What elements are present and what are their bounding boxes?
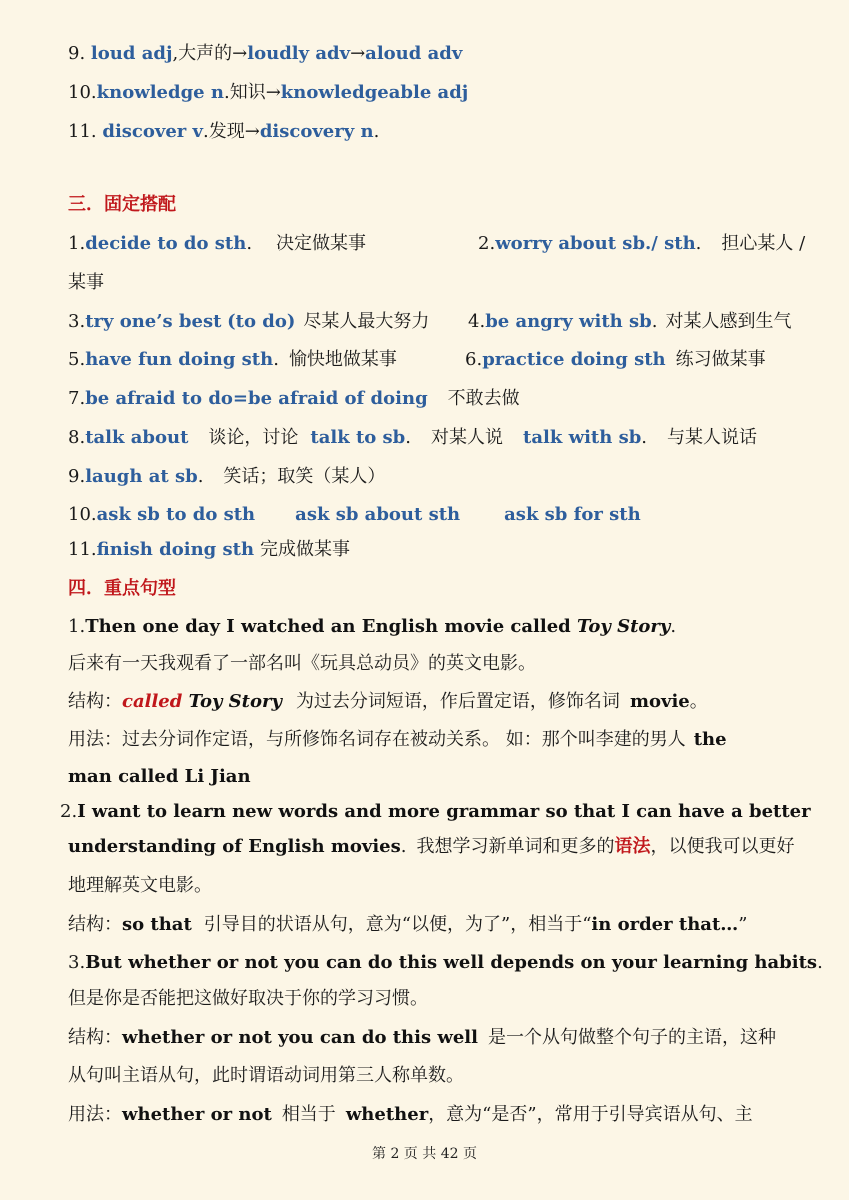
phrase-en: be angry with sb — [485, 311, 652, 332]
vocab-meaning: .知识→ — [223, 82, 281, 103]
vocab-word: loud adj — [90, 43, 173, 64]
section-heading-fixed-phrases: 三．固定搭配 — [68, 194, 176, 215]
phrase-line-5-6 — [68, 348, 809, 372]
phrase-number: 7. — [68, 388, 86, 409]
sentence-1-zh: 后来有一天我观看了一部名叫《玩具总动员》的英文电影。 — [68, 653, 536, 674]
phrase-line-11 — [68, 538, 809, 562]
sentence-zh: ，以便我可以更好 — [650, 836, 795, 857]
usage-label: 用法： — [68, 729, 122, 750]
keyword-clause: whether or not you can do this well — [122, 1027, 478, 1048]
vocab-number: 10. — [68, 82, 97, 103]
sentence-zh: 我想学习新单词和更多的 — [416, 836, 615, 857]
phrase-en: ask sb for sth — [504, 504, 641, 525]
phrase-number: 11. — [68, 539, 97, 560]
sentence-2-zh: 地理解英文电影。 — [68, 875, 212, 896]
movie-title: Toy Story — [182, 691, 282, 712]
phrase-number: 9. — [68, 466, 86, 487]
vocab-line-9 — [68, 42, 809, 66]
phrase-en: decide to do sth — [85, 233, 247, 254]
sentence-tail: . — [400, 836, 407, 857]
phrase-number: 4. — [468, 311, 486, 332]
phrase-en: try one’s best — [85, 311, 222, 332]
phrase-dot: . — [651, 311, 658, 332]
phrase-line-9 — [68, 465, 809, 489]
phrase-number: 8. — [68, 427, 86, 448]
phrase-en: finish doing sth — [96, 539, 255, 560]
movie-title: Toy Story — [577, 616, 671, 637]
phrase-en: talk about — [85, 427, 189, 448]
vocab-word: aloud adv — [365, 43, 463, 64]
keyword-movie: movie — [629, 691, 690, 712]
vocab-word: discover v — [102, 121, 204, 142]
sentence-en: I want to learn new words and more grammar so that I can have a better — [77, 801, 811, 822]
sentence-3-en — [68, 951, 823, 975]
phrase-en: have fun doing sth — [85, 349, 274, 370]
phrase-en: ask sb about sth — [295, 504, 461, 525]
phrase-line-1-2 — [68, 232, 809, 256]
phrase-line-8 — [68, 426, 809, 450]
phrase-dot: . — [641, 427, 648, 448]
vocab-line-11 — [68, 120, 809, 144]
keyword-whether-or-not: whether or not — [122, 1104, 272, 1125]
sentence-1-en — [68, 615, 809, 639]
structure-text: 是一个从句做整个句子的主语，这种 — [487, 1027, 776, 1048]
vocab-word: knowledgeable adj — [280, 82, 469, 103]
phrase-en: ask sb to do sth — [96, 504, 256, 525]
keyword-whether: whether — [345, 1104, 429, 1125]
sentence-tail: . — [817, 952, 823, 973]
usage-label: 用法： — [68, 1104, 122, 1125]
phrase-zh: 尽某人最大努力 — [303, 311, 430, 332]
vocab-number: 9. — [68, 43, 91, 64]
page-number-footer: 第 2 页 共 42 页 — [372, 1146, 477, 1162]
vocab-word: loudly adv — [247, 43, 351, 64]
phrase-zh: 对某人感到生气 — [665, 311, 792, 332]
sentence-tail: . — [670, 616, 677, 637]
phrase-number: 2. — [478, 233, 496, 254]
phrase-paren: (to do) — [227, 311, 296, 332]
phrase-en: practice doing sth — [482, 349, 666, 370]
keyword-in-order-that: in order that… — [591, 914, 739, 935]
structure-text: 引导目的状语从句，意为“以便，为了”，相当于“ — [203, 914, 592, 935]
vocab-number: 11. — [68, 121, 103, 142]
phrase-zh: 愉快地做某事 — [288, 349, 397, 370]
phrase-zh: 与某人说话 — [667, 427, 758, 448]
keyword-so-that: so that — [122, 914, 192, 935]
vocab-meaning: ,大声的→ — [172, 43, 248, 64]
usage-example: the — [693, 729, 727, 750]
phrase-zh: 练习做某事 — [675, 349, 766, 370]
phrase-en: talk to sb — [310, 427, 406, 448]
usage-text: 过去分词作定语，与所修饰名词存在被动关系。 如：那个叫李建的男人 — [122, 729, 686, 750]
arrow: → — [350, 43, 366, 64]
vocab-line-10 — [68, 81, 809, 105]
phrase-dot: . — [273, 349, 279, 370]
phrase-line-10 — [68, 503, 809, 527]
sentence-2-structure — [68, 913, 809, 937]
phrase-zh: 不敢去做 — [447, 388, 520, 409]
sentence-1-usage-cont: man called Li Jian — [68, 766, 251, 787]
phrase-zh: 谈论，讨论 — [208, 427, 299, 448]
phrase-dot: . — [246, 233, 253, 254]
phrase-dot: . — [197, 466, 204, 487]
sentence-3-structure-cont: 从句叫主语从句，此时谓语动词用第三人称单数。 — [68, 1065, 464, 1086]
vocab-word: knowledge n — [96, 82, 224, 103]
sentence-number: 3. — [68, 952, 86, 973]
phrase-en: worry about sb./ sth — [495, 233, 696, 254]
phrase-zh: 对某人说 — [431, 427, 504, 448]
structure-text: 为过去分词短语，作后置定语，修饰名词 — [295, 691, 620, 712]
section-heading-key-sentences: 四．重点句型 — [68, 578, 176, 599]
phrase-en: laugh at sb — [85, 466, 198, 487]
phrase-en: talk with sb — [523, 427, 642, 448]
phrase-dot: . — [405, 427, 412, 448]
phrase-dot: . — [695, 233, 702, 254]
sentence-en: Then one day I watched an English movie called — [85, 616, 578, 637]
phrase-item-6 — [465, 348, 766, 372]
phrase-number: 6. — [465, 349, 483, 370]
phrase-number: 3. — [68, 311, 86, 332]
punctuation: 。 — [689, 691, 708, 712]
keyword-grammar: 语法 — [614, 836, 651, 857]
structure-label: 结构： — [68, 914, 122, 935]
phrase-number: 1. — [68, 233, 86, 254]
sentence-2-en-cont — [68, 835, 809, 859]
phrase-zh: 完成做某事 — [260, 539, 351, 560]
keyword-called: called — [122, 691, 183, 712]
vocab-tail: . — [373, 121, 380, 142]
sentence-en: But whether or not you can do this well depends on your learning habits — [85, 952, 818, 973]
usage-text: ，意为“是否”，常用于引导宾语从句、主 — [428, 1104, 753, 1125]
phrase-line-3-4 — [68, 310, 809, 334]
phrase-line-2-cont: 某事 — [68, 272, 104, 293]
vocab-word: discovery n — [259, 121, 374, 142]
sentence-1-structure — [68, 690, 809, 714]
phrase-item-4 — [468, 310, 792, 334]
phrase-number: 10. — [68, 504, 97, 525]
vocab-meaning: .发现→ — [203, 121, 260, 142]
phrase-line-7 — [68, 387, 809, 411]
sentence-number: 2. — [60, 801, 78, 822]
punctuation: ” — [738, 914, 748, 935]
sentence-en: understanding of English movies — [68, 836, 401, 857]
sentence-1-usage — [68, 728, 809, 752]
usage-text: 相当于 — [281, 1104, 336, 1125]
phrase-zh: 决定做某事 — [276, 233, 367, 254]
phrase-zh: 笑话；取笑（某人） — [223, 466, 386, 487]
sentence-2-en — [60, 800, 809, 824]
phrase-item-2 — [478, 232, 805, 256]
phrase-en: be afraid to do=be afraid of doing — [85, 388, 428, 409]
structure-label: 结构： — [68, 1027, 122, 1048]
sentence-number: 1. — [68, 616, 86, 637]
phrase-zh: 担心某人 / — [721, 233, 806, 254]
sentence-3-usage — [68, 1103, 809, 1127]
sentence-3-zh: 但是你是否能把这做好取决于你的学习习惯。 — [68, 988, 428, 1009]
structure-label: 结构： — [68, 691, 122, 712]
sentence-3-structure — [68, 1026, 809, 1050]
phrase-number: 5. — [68, 349, 86, 370]
